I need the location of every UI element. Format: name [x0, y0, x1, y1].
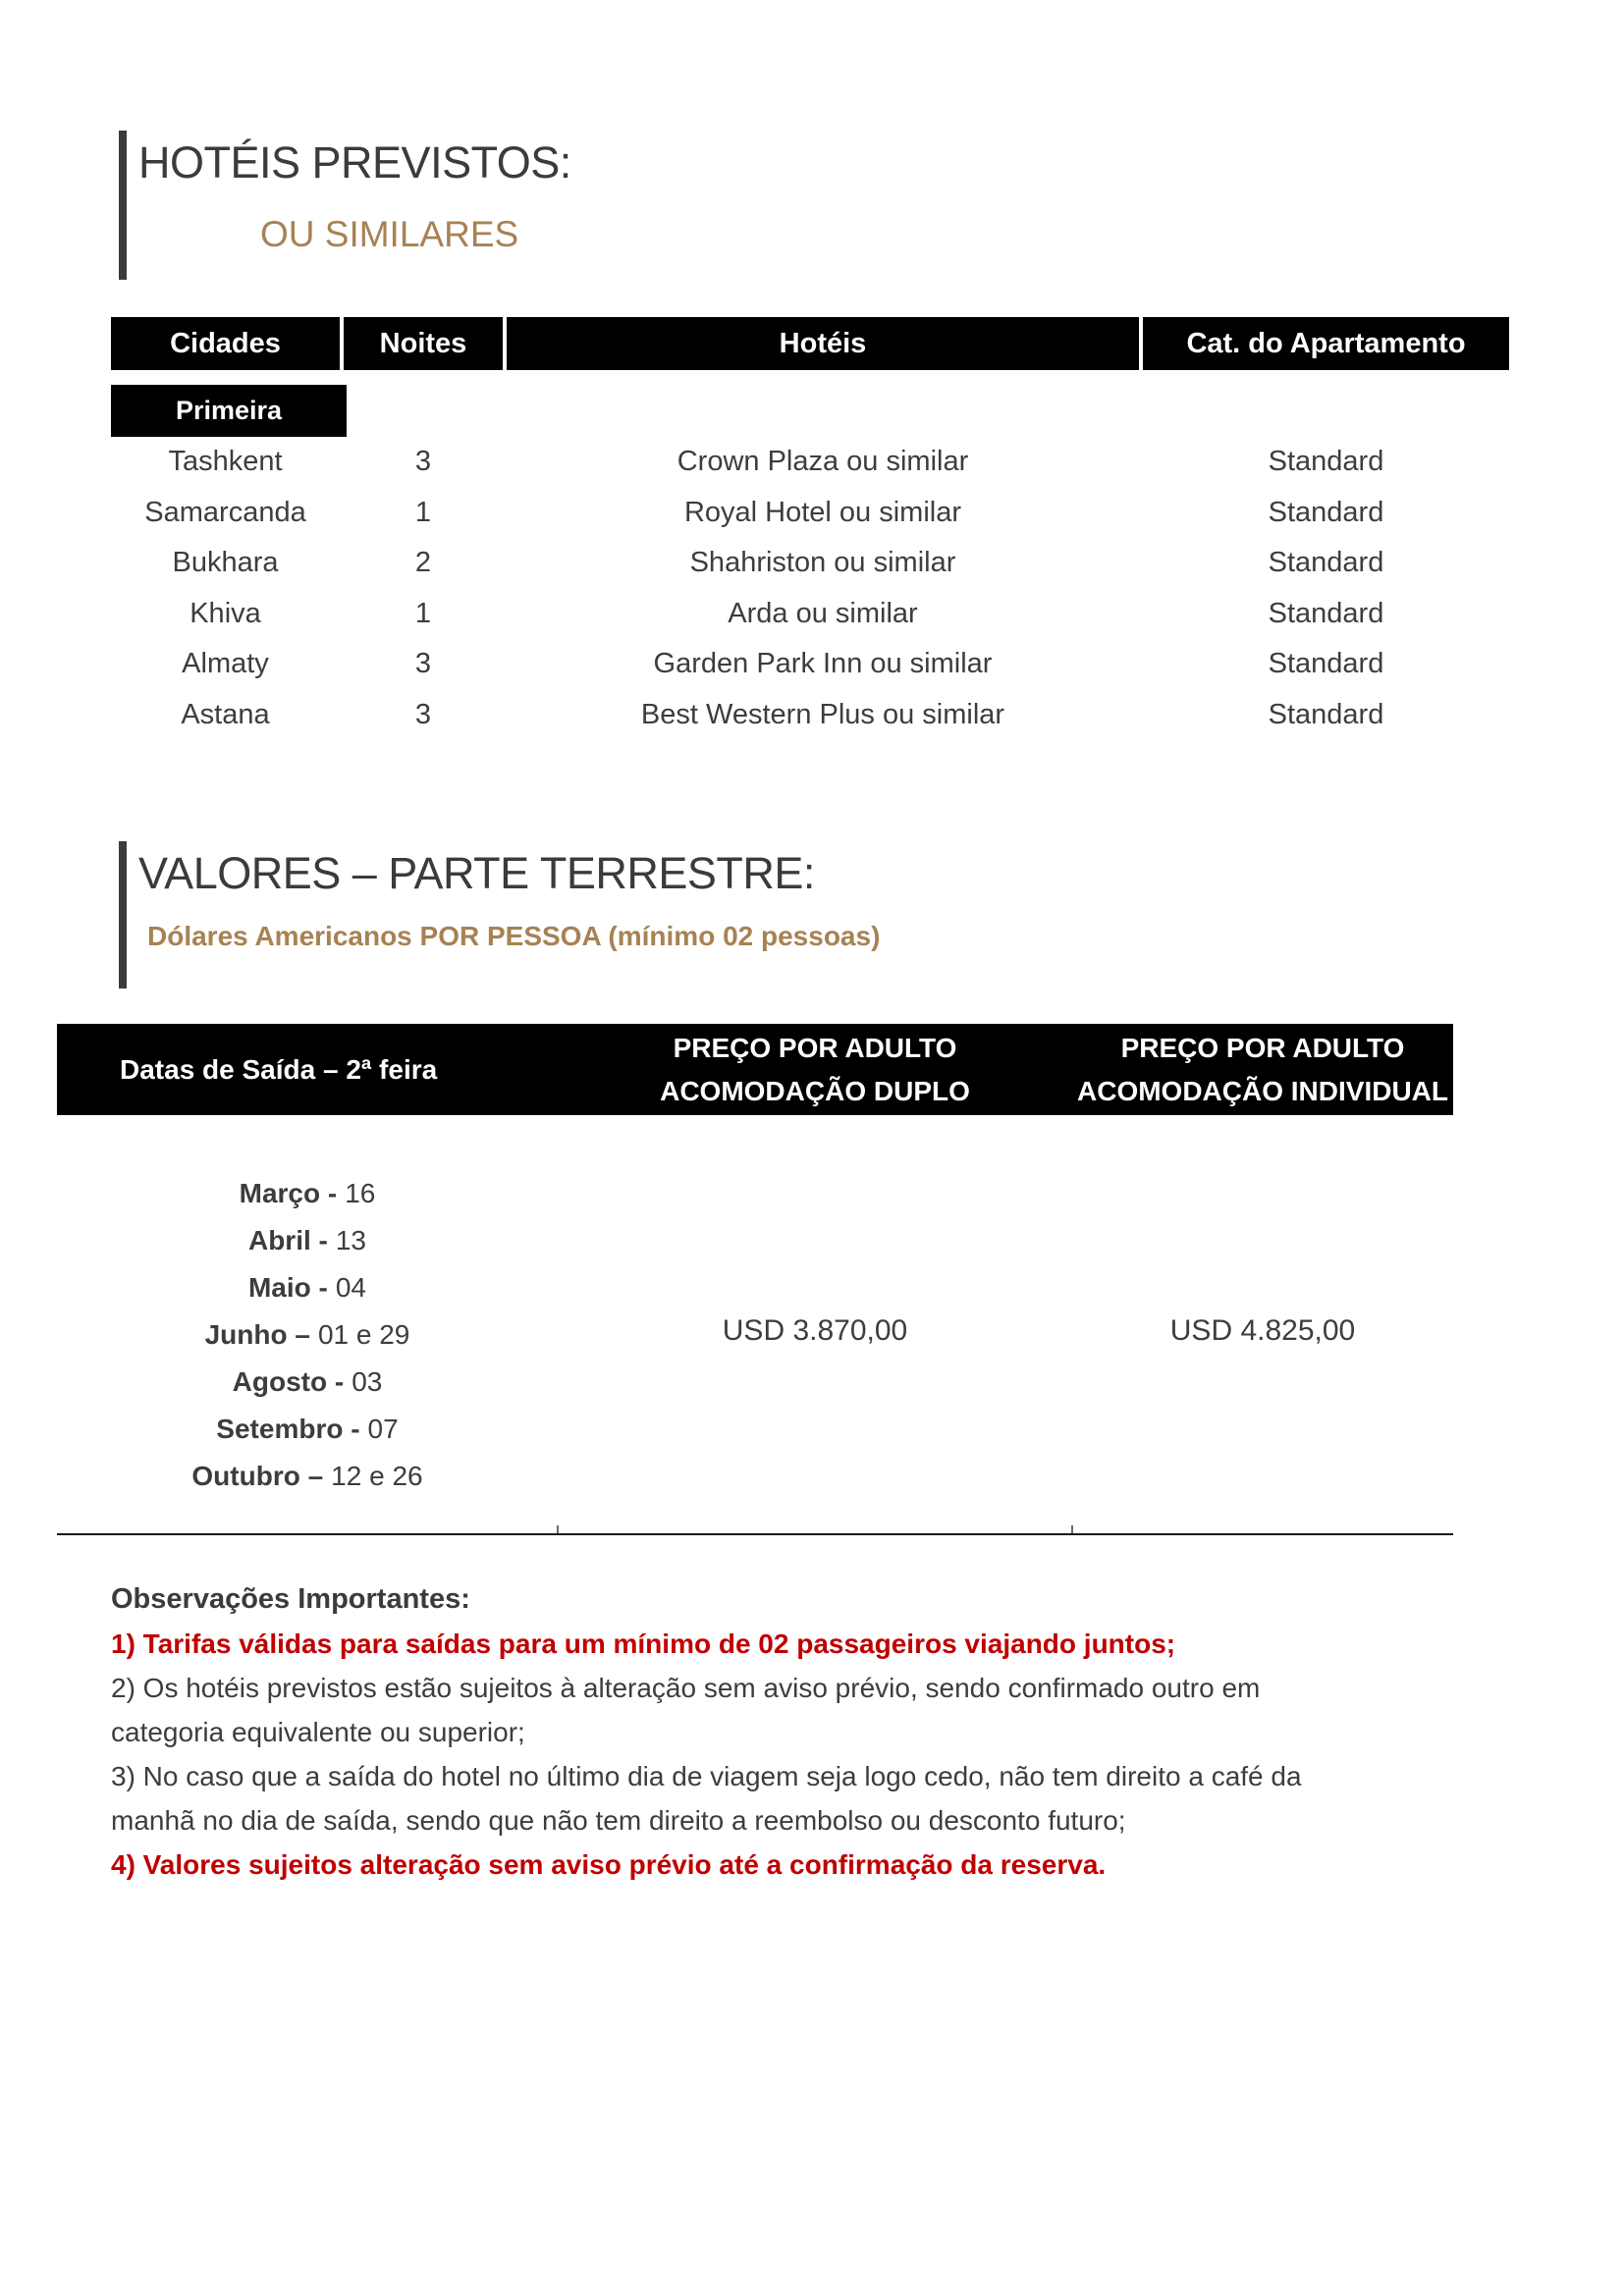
- prices-table: [57, 1024, 1453, 1491]
- table-row: [111, 437, 1509, 488]
- category-cell: Standard: [1268, 698, 1384, 730]
- departure-date: [57, 1359, 558, 1406]
- departure-date: [57, 1311, 558, 1359]
- values-section-subtitle: Dólares Americanos POR PESSOA (mínimo 02 pessoas): [147, 921, 881, 951]
- hotels-category-badge: Primeira: [111, 385, 347, 437]
- city-cell: Samarcanda: [144, 496, 306, 528]
- observations-heading: Observações Importantes:: [111, 1582, 470, 1615]
- hotels-table-body: [111, 437, 1509, 740]
- table-row: [111, 639, 1509, 690]
- hotels-header-cidades: Cidades: [111, 317, 340, 370]
- day-values: 03: [352, 1366, 383, 1397]
- hotel-cell: Garden Park Inn ou similar: [653, 648, 993, 680]
- day-values: 13: [335, 1225, 367, 1255]
- city-cell: Tashkent: [168, 446, 283, 478]
- prices-header-individual: [1072, 1024, 1453, 1115]
- hotels-header-noites: Noites: [344, 317, 503, 370]
- category-cell: Standard: [1268, 547, 1384, 579]
- hotel-cell: Best Western Plus ou similar: [640, 698, 1005, 730]
- month-label: Outubro –: [191, 1461, 324, 1491]
- day-values: 07: [367, 1414, 399, 1444]
- table-bottom-border: [57, 1533, 1453, 1535]
- table-column-tick: [1071, 1525, 1073, 1533]
- city-cell: Astana: [181, 698, 270, 730]
- hotels-header-hoteis: Hotéis: [507, 317, 1139, 370]
- hotels-table: [111, 317, 1509, 730]
- price-double-value: USD 3.870,00: [722, 1314, 908, 1347]
- prices-header-individual-line2: ACOMODAÇÃO INDIVIDUAL: [1077, 1075, 1448, 1106]
- category-cell: Standard: [1268, 446, 1384, 478]
- observation-line: categoria equivalente ou superior;: [111, 1716, 525, 1747]
- day-values: 01 e 29: [317, 1319, 410, 1350]
- month-label: Junho –: [204, 1319, 310, 1350]
- day-values: 04: [335, 1272, 367, 1303]
- nights-cell: 1: [414, 597, 432, 629]
- nights-cell: 3: [414, 446, 432, 478]
- month-label: Abril -: [247, 1225, 328, 1255]
- table-row: [111, 589, 1509, 640]
- prices-header-individual-line1: PREÇO POR ADULTO: [1120, 1032, 1405, 1063]
- table-column-tick: [557, 1525, 559, 1533]
- table-row: [111, 488, 1509, 539]
- hotels-section-subtitle: OU SIMILARES: [260, 214, 519, 254]
- category-cell: Standard: [1268, 496, 1384, 528]
- prices-header-double-line1: PREÇO POR ADULTO: [673, 1032, 957, 1063]
- prices-header-double-line2: ACOMODAÇÃO DUPLO: [660, 1075, 970, 1106]
- hotels-header-categoria: Cat. do Apartamento: [1143, 317, 1509, 370]
- prices-header-dates: Datas de Saída – 2ª feira: [57, 1024, 558, 1115]
- departure-date: [57, 1453, 558, 1500]
- prices-table-header-row: [57, 1024, 1453, 1115]
- table-row: [111, 690, 1509, 741]
- month-label: Maio -: [247, 1272, 328, 1303]
- city-cell: Bukhara: [172, 547, 279, 579]
- month-label: Março -: [239, 1178, 338, 1208]
- hotel-cell: Royal Hotel ou similar: [683, 496, 962, 528]
- month-label: Agosto -: [232, 1366, 345, 1397]
- nights-cell: 3: [414, 698, 432, 730]
- departure-date: [57, 1264, 558, 1311]
- day-values: 16: [345, 1178, 376, 1208]
- observation-line: 2) Os hotéis previstos estão sujeitos à alteração sem aviso prévio, sendo confirmado outro em: [111, 1672, 1261, 1703]
- values-section-title: VALORES – PARTE TERRESTRE:: [138, 848, 815, 898]
- hotel-cell: Crown Plaza ou similar: [677, 446, 969, 478]
- departure-date: [57, 1406, 558, 1453]
- city-cell: Almaty: [182, 648, 269, 680]
- hotel-cell: Shahriston ou similar: [689, 547, 956, 579]
- observation-line: 4) Valores sujeitos alteração sem aviso prévio até a confirmação da reserva.: [111, 1848, 1107, 1880]
- hotel-cell: Arda ou similar: [728, 597, 918, 629]
- month-label: Setembro -: [216, 1414, 360, 1444]
- city-cell: Khiva: [189, 597, 261, 629]
- nights-cell: 3: [414, 648, 432, 680]
- category-cell: Standard: [1268, 648, 1384, 680]
- category-cell: Standard: [1268, 597, 1384, 629]
- observations-block: [111, 1576, 1544, 1887]
- day-values: 12 e 26: [331, 1461, 423, 1491]
- prices-header-double: [558, 1024, 1072, 1115]
- nights-cell: 1: [414, 496, 432, 528]
- observation-line: 1) Tarifas válidas para saídas para um mínimo de 02 passageiros viajando juntos;: [111, 1628, 1176, 1659]
- hotels-section-title: HOTÉIS PREVISTOS:: [138, 137, 571, 187]
- nights-cell: 2: [414, 547, 432, 579]
- hotels-title-accent-bar: [119, 131, 127, 280]
- observation-line: 3) No caso que a saída do hotel no último dia de viagem seja logo cedo, não tem direito a café da: [111, 1760, 1302, 1791]
- departure-date: [57, 1170, 558, 1217]
- table-row: [111, 538, 1509, 589]
- departure-dates-list: [57, 1170, 558, 1500]
- price-individual-value: USD 4.825,00: [1169, 1314, 1356, 1347]
- values-title-accent-bar: [119, 841, 127, 988]
- hotels-table-header-row: [111, 317, 1509, 370]
- departure-date: [57, 1217, 558, 1264]
- observation-line: manhã no dia de saída, sendo que não tem direito a reembolso ou desconto futuro;: [111, 1804, 1126, 1836]
